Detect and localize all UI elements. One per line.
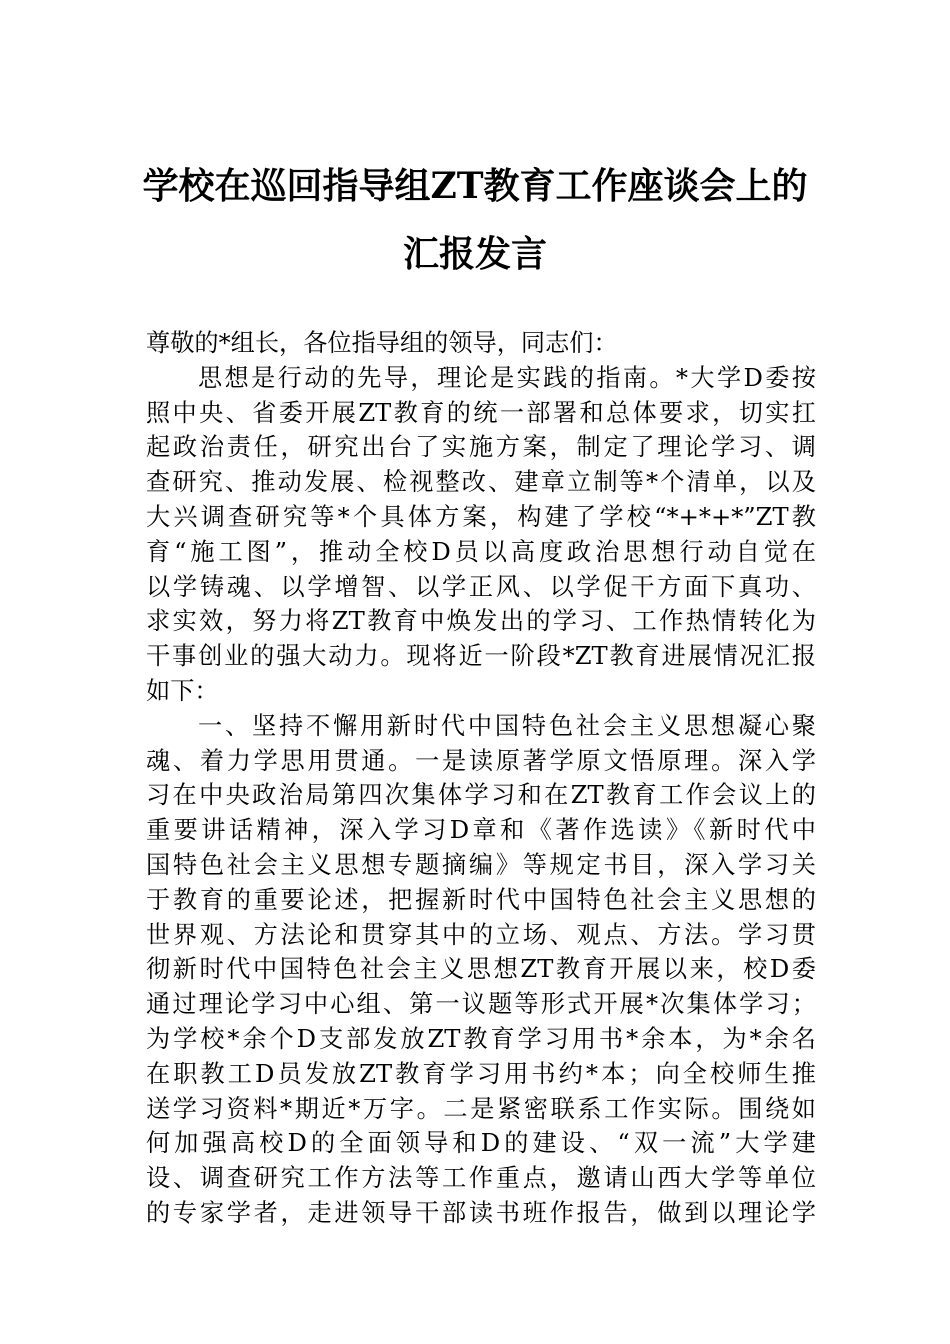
paragraph-line: 一、坚持不懈用新时代中国特色社会主义思想凝心聚 bbox=[198, 711, 816, 740]
paragraph-line: 干事创业的强大动力。现将近一阶段*ZT教育进展情况汇报 bbox=[146, 642, 816, 671]
paragraph-line: 思想是行动的先导，理论是实践的指南。*大学D委按 bbox=[198, 363, 816, 392]
paragraph-line: 世界观、方法论和贯穿其中的立场、观点、方法。学习贯 bbox=[146, 920, 816, 949]
paragraph-2 bbox=[146, 709, 816, 1231]
paragraph-line: 照中央、省委开展ZT教育的统一部署和总体要求，切实扛 bbox=[146, 398, 816, 427]
paragraph-line: 设、调查研究工作方法等工作重点，邀请山西大学等单位 bbox=[146, 1164, 816, 1193]
paragraph-1 bbox=[146, 361, 816, 709]
paragraph-line: 何加强高校D的全面领导和D的建设、“双一流”大学建 bbox=[146, 1129, 816, 1158]
paragraph-line: 求实效，努力将ZT教育中焕发出的学习、工作热情转化为 bbox=[146, 607, 816, 636]
paragraph-line: 起政治责任，研究出台了实施方案，制定了理论学习、调 bbox=[146, 433, 816, 462]
paragraph-line: 送学习资料*期近*万字。二是紧密联系工作实际。围绕如 bbox=[146, 1094, 816, 1123]
paragraph-line: 重要讲话精神，深入学习D章和《著作选读》《新时代中 bbox=[146, 816, 816, 845]
document-title-line-2: 汇报发言 bbox=[402, 233, 547, 275]
paragraph-line: 查研究、推动发展、检视整改、建章立制等*个清单，以及 bbox=[146, 468, 816, 497]
paragraph-line: 为学校*余个D支部发放ZT教育学习用书*余本，为*余名 bbox=[146, 1024, 816, 1053]
paragraph-line: 在职教工D员发放ZT教育学习用书约*本；向全校师生推 bbox=[146, 1059, 816, 1088]
paragraph-line: 通过理论学习中心组、第一议题等形式开展*次集体学习； bbox=[146, 990, 816, 1019]
paragraph-line: 彻新时代中国特色社会主义思想ZT教育开展以来，校D委 bbox=[146, 955, 816, 984]
paragraph-line: 的专家学者，走进领导干部读书班作报告，做到以理论学 bbox=[146, 1198, 816, 1227]
document-body bbox=[146, 326, 816, 1231]
paragraph-line: 于教育的重要论述，把握新时代中国特色社会主义思想的 bbox=[146, 885, 816, 914]
paragraph-line: 如下： bbox=[146, 676, 219, 705]
document-title-line-1: 学校在巡回指导组ZT教育工作座谈会上的 bbox=[142, 165, 808, 207]
paragraph-line: 育“施工图”，推动全校D员以高度政治思想行动自觉在 bbox=[146, 537, 816, 566]
paragraph-line: 国特色社会主义思想专题摘编》等规定书目，深入学习关 bbox=[146, 850, 816, 879]
paragraph-line: 魂、着力学思用贯通。一是读原著学原文悟原理。深入学 bbox=[146, 746, 816, 775]
paragraph-line: 大兴调查研究等*个具体方案，构建了学校“*+*+*”ZT教 bbox=[146, 502, 816, 531]
paragraph-line: 习在中央政治局第四次集体学习和在ZT教育工作会议上的 bbox=[146, 781, 816, 810]
salutation: 尊敬的*组长，各位指导组的领导，同志们： bbox=[146, 329, 618, 357]
paragraph-line: 以学铸魂、以学增智、以学正风、以学促干方面下真功、 bbox=[146, 572, 816, 601]
